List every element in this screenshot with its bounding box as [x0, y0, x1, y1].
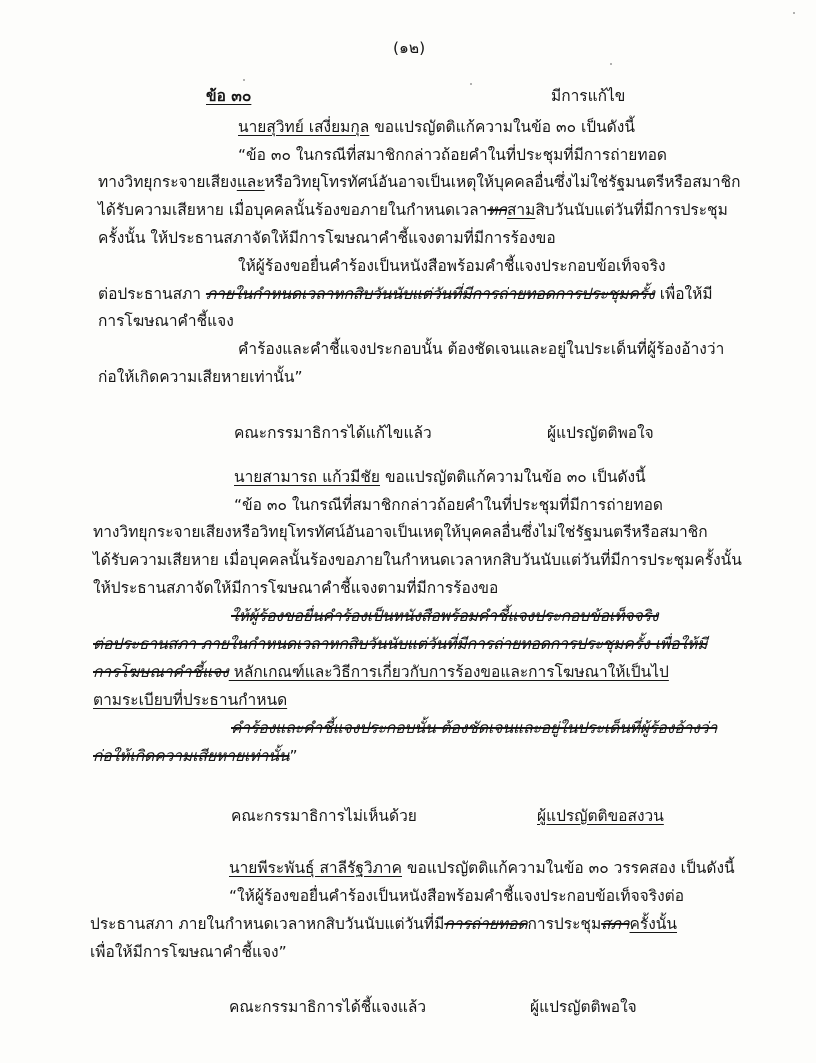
proposer-name: นายสุวิทย์ เสงี่ยมกุล: [238, 118, 370, 136]
deleted-text: ต่อประธานสภา ภายในกำหนดเวลาหกสิบวันนับแต่วันที่มีการถ่ายทอดการประชุมครั้ง เพื่อให้มี: [93, 635, 708, 653]
proposer-text: ขอแปรญัตติแก้ความในข้อ ๓๐ วรรคสอง เป็นดังนี้: [401, 859, 735, 877]
proposer-text: ขอแปรญัตติแก้ความในข้อ ๓๐ เป็นดังนี้: [380, 468, 646, 486]
deleted-text: หก: [487, 201, 507, 219]
section-heading: ข้อ ๓๐: [206, 87, 252, 105]
text-line: ให้ประธานสภาจัดให้มีการโฆษณาคำชี้แจงตามที่มีการร้องขอ: [93, 579, 499, 597]
text-line: การโฆษณาคำชี้แจง: [98, 312, 234, 330]
text-span: ได้รับความเสียหาย เมื่อบุคคลนั้นร้องขอภายในกำหนดเวลา: [98, 201, 488, 219]
text-line: ครั้งนั้น ให้ประธานสภาจัดให้มีการโฆษณาคำชี้แจงตามที่มีการร้องขอ: [98, 229, 556, 247]
text-line: “ข้อ ๓๐ ในกรณีที่สมาชิกกล่าวถ้อยคำในที่ประชุมที่มีการถ่ายทอด: [238, 146, 667, 164]
proposer-result: ผู้แปรญัตติขอสงวน: [537, 807, 664, 825]
deleted-text: ก่อให้เกิดความเสียหายเท่านั้น: [93, 747, 290, 765]
inserted-text: ครั้งนั้น: [629, 915, 678, 933]
proposer-result: ผู้แปรญัตติพอใจ: [530, 998, 637, 1016]
text-span: ”: [289, 747, 298, 765]
text-line: “ให้ผู้ร้องขอยื่นคำร้องเป็นหนังสือพร้อมคำชี้แจงประกอบข้อเท็จจริงต่อ: [229, 887, 685, 905]
text-span: การประชุม: [527, 915, 602, 933]
text-line: ให้ผู้ร้องขอยื่นคำร้องเป็นหนังสือพร้อมคำชี้แจงประกอบข้อเท็จจริง: [238, 257, 666, 275]
proposer-line: [234, 467, 646, 487]
text-line: เพื่อให้มีการโฆษณาคำชี้แจง”: [90, 943, 287, 961]
text-span: ต่อประธานสภา: [98, 285, 206, 303]
committee-decision: คณะกรรมาธิการได้ชี้แจงแล้ว: [229, 998, 427, 1016]
inserted-text: และ: [236, 173, 265, 191]
scan-speck: [610, 63, 612, 65]
text-span: เพื่อให้มี: [654, 285, 713, 303]
scan-speck: [793, 12, 795, 14]
scan-speck: [470, 83, 472, 85]
section-status: มีการแก้ไข: [551, 87, 626, 105]
inserted-text: หลักเกณฑ์และวิธีการเกี่ยวกับการร้องขอและการโฆษณาให้เป็นไป: [228, 663, 669, 681]
committee-decision: คณะกรรมาธิการได้แก้ไขแล้ว: [234, 424, 432, 442]
proposer-result: ผู้แปรญัตติพอใจ: [547, 424, 654, 442]
proposer-line: [229, 858, 735, 878]
text-line: “ข้อ ๓๐ ในกรณีที่สมาชิกกล่าวถ้อยคำในที่ประชุมที่มีการถ่ายทอด: [234, 496, 663, 514]
page-number: (๑๒): [393, 39, 426, 57]
text-span: หรือวิทยุโทรทัศน์อันอาจเป็นเหตุให้บุคคลอื่นซึ่งไม่ใช่รัฐมนตรีหรือสมาชิก: [264, 173, 741, 191]
inserted-text: สาม: [506, 201, 536, 219]
text-line: [93, 746, 298, 766]
text-line: [93, 662, 669, 682]
deleted-text: สภา: [601, 915, 630, 933]
deleted-text: การถ่ายทอด: [444, 915, 528, 933]
proposer-line: [238, 117, 635, 137]
scan-speck: [243, 79, 245, 81]
proposer-text: ขอแปรญัตติแก้ความในข้อ ๓๐ เป็นดังนี้: [369, 118, 635, 136]
text-line: [90, 914, 677, 934]
inserted-text: ตามระเบียบที่ประธานกำหนด: [93, 691, 288, 709]
text-line: [98, 200, 728, 220]
proposer-name: นายพีระพันธุ์ สาลีรัฐวิภาค: [229, 859, 402, 877]
text-line: ก่อให้เกิดความเสียหายเท่านั้น”: [98, 368, 303, 386]
text-line: [98, 172, 741, 192]
text-line: ได้รับความเสียหาย เมื่อบุคคลนั้นร้องขอภายในกำหนดเวลาหกสิบวันนับแต่วันที่มีการประชุมครั้งนั้น: [93, 551, 742, 569]
proposer-name: นายสามารถ แก้วมีชัย: [234, 468, 381, 486]
text-line: ทางวิทยุกระจายเสียงหรือวิทยุโทรทัศน์อันอาจเป็นเหตุให้บุคคลอื่นซึ่งไม่ใช่รัฐมนตรีหรือสมาชิก: [93, 523, 708, 541]
text-span: ประธานสภา ภายในกำหนดเวลาหกสิบวันนับแต่วันที่มี: [90, 915, 445, 933]
deleted-text: การโฆษณาคำชี้แจง: [93, 663, 229, 681]
text-span: สิบวันนับแต่วันที่มีการประชุม: [535, 201, 728, 219]
deleted-text: ภายในกำหนดเวลาหกสิบวันนับแต่วันที่มีการถ่ายทอดการประชุมครั้ง: [205, 285, 655, 303]
deleted-text: คำร้องและคำชี้แจงประกอบนั้น ต้องชัดเจนและอยู่ในประเด็นที่ผู้ร้องอ้างว่า: [231, 719, 718, 737]
text-line: คำร้องและคำชี้แจงประกอบนั้น ต้องชัดเจนและอยู่ในประเด็นที่ผู้ร้องอ้างว่า: [238, 340, 725, 358]
committee-decision: คณะกรรมาธิการไม่เห็นด้วย: [231, 807, 417, 825]
text-span: ทางวิทยุกระจายเสียง: [98, 173, 237, 191]
text-line: [98, 284, 713, 304]
deleted-text: ให้ผู้ร้องขอยื่นคำร้องเป็นหนังสือพร้อมคำชี้แจงประกอบข้อเท็จจริง: [231, 607, 659, 625]
